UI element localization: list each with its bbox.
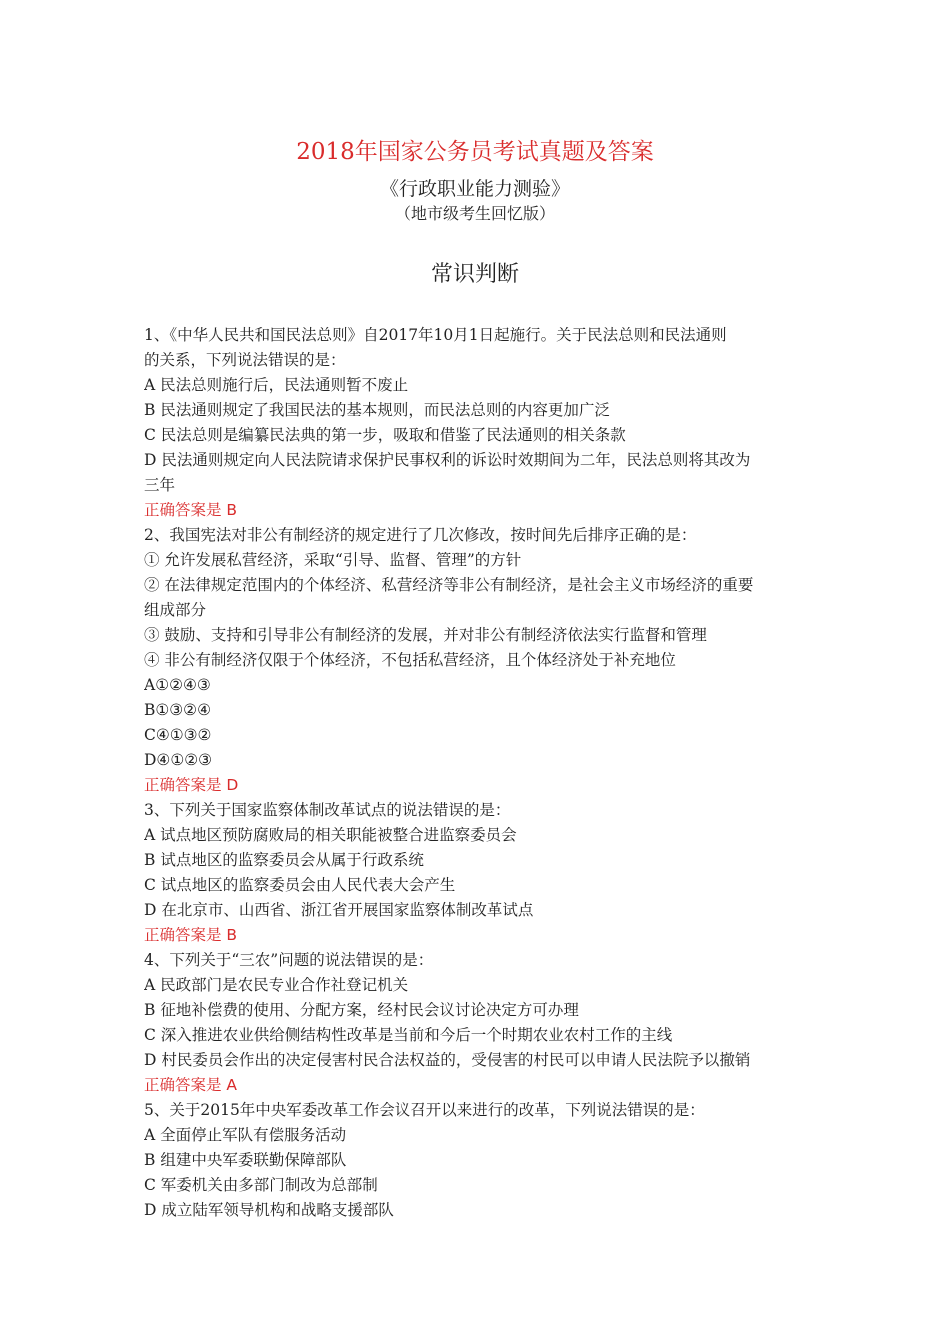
question-option-line: A 民法总则施行后，民法通则暂不废止	[144, 376, 409, 394]
document-title: 2018年国家公务员考试真题及答案	[296, 139, 654, 165]
question-stem-line: 的关系，下列说法错误的是：	[144, 351, 346, 369]
question-block	[144, 1098, 809, 1223]
question-option-line: A 全面停止军队有偿服务活动	[144, 1126, 347, 1144]
question-stem-line: 2、我国宪法对非公有制经济的规定进行了几次修改，按时间先后排序正确的是：	[144, 526, 697, 544]
question-option-line: ④ 非公有制经济仅限于个体经济，不包括私营经济，且个体经济处于补充地位	[144, 651, 676, 669]
document-edition: （地市级考生回忆版）	[394, 204, 555, 223]
question-option-line: D 在北京市、山西省、浙江省开展国家监察体制改革试点	[144, 901, 534, 919]
question-option-line: D 成立陆军领导机构和战略支援部队	[144, 1201, 394, 1219]
question-stem-line: 5、关于2015年中央军委改革工作会议召开以来进行的改革，下列说法错误的是：	[144, 1101, 705, 1119]
question-option-line: A 试点地区预防腐败局的相关职能被整合进监察委员会	[144, 826, 517, 844]
question-option-line: B 征地补偿费的使用、分配方案，经村民会议讨论决定方可办理	[144, 1001, 579, 1019]
question-option-line: D 民法通则规定向人民法院请求保护民事权利的诉讼时效期间为二年，民法总则将其改为	[144, 451, 751, 469]
question-stem-line: 4、下列关于“三农”问题的说法错误的是：	[144, 951, 434, 969]
question-list	[144, 323, 809, 1223]
question-option-line: B 民法通则规定了我国民法的基本规则，而民法总则的内容更加广泛	[144, 401, 610, 419]
question-block	[144, 798, 809, 948]
question-option-line: ③ 鼓励、支持和引导非公有制经济的发展，并对非公有制经济依法实行监督和管理	[144, 626, 707, 644]
question-option-line: ② 在法律规定范围内的个体经济、私营经济等非公有制经济，是社会主义市场经济的重要	[144, 576, 754, 594]
question-option-line: C 试点地区的监察委员会由人民代表大会产生	[144, 876, 456, 894]
question-option-line: D④①②③	[144, 751, 213, 769]
question-option-line: C 民法总则是编纂民法典的第一步，吸取和借鉴了民法通则的相关条款	[144, 426, 626, 444]
correct-answer: 正确答案是 B	[144, 926, 238, 944]
question-option-line: ① 允许发展私营经济，采取“引导、监督、管理”的方针	[144, 551, 522, 569]
question-option-line: C④①③②	[144, 726, 212, 744]
question-block	[144, 948, 809, 1098]
question-option-line: A 民政部门是农民专业合作社登记机关	[144, 976, 409, 994]
question-option-line: 三年	[144, 476, 176, 494]
question-option-line: A①②④③	[144, 676, 211, 694]
document-subtitle: 《行政职业能力测验》	[379, 178, 570, 200]
question-option-line: 组成部分	[144, 601, 207, 619]
section-title: 常识判断	[430, 262, 519, 287]
question-option-line: B 组建中央军委联勤保障部队	[144, 1151, 347, 1169]
question-option-line: B①③②④	[144, 701, 211, 719]
correct-answer: 正确答案是 D	[144, 776, 239, 794]
question-block	[144, 323, 809, 523]
question-option-line: B 试点地区的监察委员会从属于行政系统	[144, 851, 424, 869]
question-option-line: C 军委机关由多部门制改为总部制	[144, 1176, 378, 1194]
correct-answer: 正确答案是 A	[144, 1076, 238, 1094]
question-option-line: D 村民委员会作出的决定侵害村民合法权益的，受侵害的村民可以申请人民法院予以撤销	[144, 1051, 751, 1069]
question-option-line: C 深入推进农业供给侧结构性改革是当前和今后一个时期农业农村工作的主线	[144, 1026, 673, 1044]
correct-answer: 正确答案是 B	[144, 501, 238, 519]
question-block	[144, 523, 809, 798]
question-stem-line: 3、下列关于国家监察体制改革试点的说法错误的是：	[144, 801, 511, 819]
question-stem-line: 1、《中华人民共和国民法总则》自2017年10月1日起施行。关于民法总则和民法通则	[144, 326, 727, 344]
